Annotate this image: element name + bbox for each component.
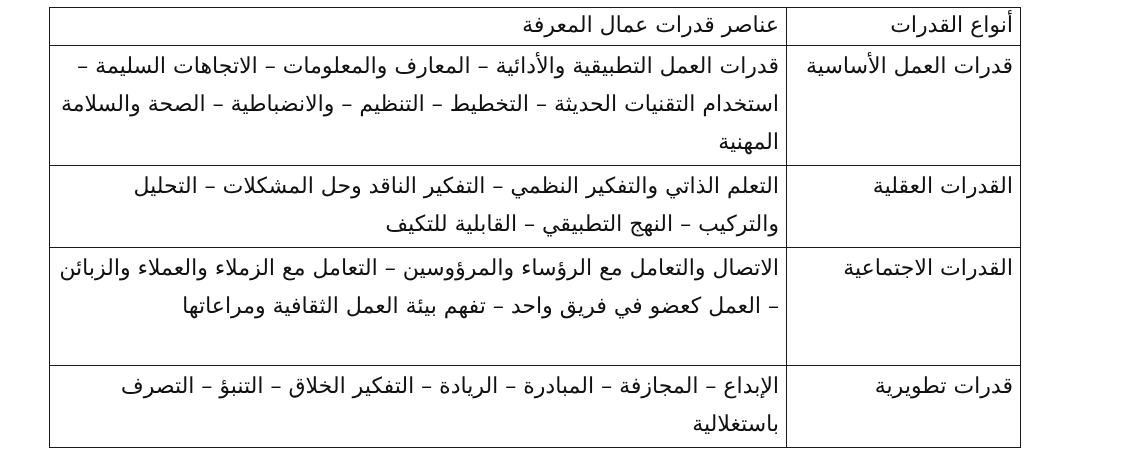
- ability-elements-cell: التعلم الذاتي والتفكير النظمي – التفكير الناقد وحل المشكلات – التحليل والتركيب – النهج التطبيقي – القابلية للتكيف: [50, 166, 787, 248]
- ability-type-cell: قدرات تطويرية: [787, 366, 1021, 448]
- ability-elements-cell: الاتصال والتعامل مع الرؤساء والمرؤوسين – التعامل مع الزملاء والعملاء والزبائن – العمل كعضو في فريق واحد – تفهم بيئة العمل الثقافية ومراعاتها: [50, 248, 787, 366]
- table-row: [50, 46, 1021, 166]
- ability-type-cell: القدرات الاجتماعية: [787, 248, 1021, 366]
- header-knowledge-worker-elements: عناصر قدرات عمال المعرفة: [50, 8, 787, 46]
- header-row: [50, 8, 1021, 46]
- header-ability-types: أنواع القدرات: [787, 8, 1021, 46]
- abilities-table: [49, 7, 1021, 448]
- table-row: [50, 166, 1021, 248]
- ability-type-cell: قدرات العمل الأساسية: [787, 46, 1021, 166]
- table-row: [50, 248, 1021, 366]
- table-row: [50, 366, 1021, 448]
- ability-elements-cell: قدرات العمل التطبيقية والأدائية – المعارف والمعلومات – الاتجاهات السليمة – استخدام التقنيات الحديثة – التخطيط – التنظيم – والانضباطية – الصحة والسلامة المهنية: [50, 46, 787, 166]
- ability-type-cell: القدرات العقلية: [787, 166, 1021, 248]
- ability-elements-cell: الإبداع – المجازفة – المبادرة – الريادة – التفكير الخلاق – التنبؤ – التصرف باستغلالية: [50, 366, 787, 448]
